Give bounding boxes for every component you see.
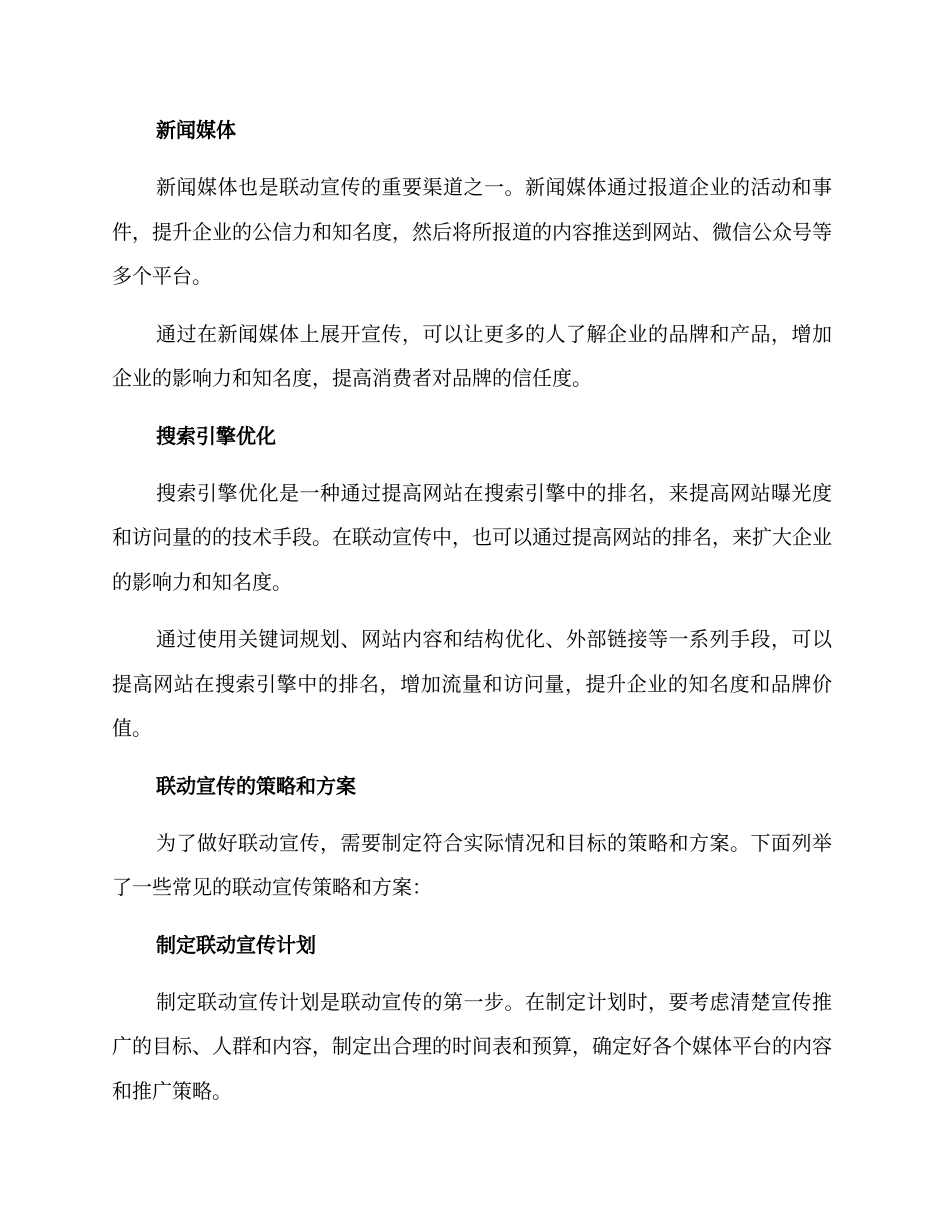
document-page — [112, 108, 832, 1126]
section-heading-strategy: 联动宣传的策略和方案 — [156, 773, 356, 798]
paragraph: 为了做好联动宣传，需要制定符合实际情况和目标的策略和方案。下面列举了一些常见的联动宣传策略和方案： — [112, 830, 832, 899]
paragraph: 通过使用关键词规划、网站内容和结构优化、外部链接等一系列手段，可以提高网站在搜索引擎中的排名，增加流量和访问量，提升企业的知名度和品牌价值。 — [112, 627, 832, 740]
paragraph: 制定联动宣传计划是联动宣传的第一步。在制定计划时，要考虑清楚宣传推广的目标、人群和内容，制定出合理的时间表和预算，确定好各个媒体平台的内容和推广策略。 — [112, 989, 832, 1103]
section-heading-seo: 搜索引擎优化 — [156, 423, 276, 448]
section-heading-plan: 制定联动宣传计划 — [156, 932, 316, 957]
paragraph: 搜索引擎优化是一种通过提高网站在搜索引擎中的排名，来提高网站曝光度和访问量的的技术手段。在联动宣传中，也可以通过提高网站的排名，来扩大企业的影响力和知名度。 — [112, 480, 832, 594]
paragraph: 新闻媒体也是联动宣传的重要渠道之一。新闻媒体通过报道企业的活动和事件，提升企业的公信力和知名度，然后将所报道的内容推送到网站、微信公众号等多个平台。 — [112, 175, 832, 288]
section-heading-news-media: 新闻媒体 — [156, 118, 236, 142]
paragraph: 通过在新闻媒体上展开宣传，可以让更多的人了解企业的品牌和产品，增加企业的影响力和知名度，提高消费者对品牌的信任度。 — [112, 321, 832, 390]
